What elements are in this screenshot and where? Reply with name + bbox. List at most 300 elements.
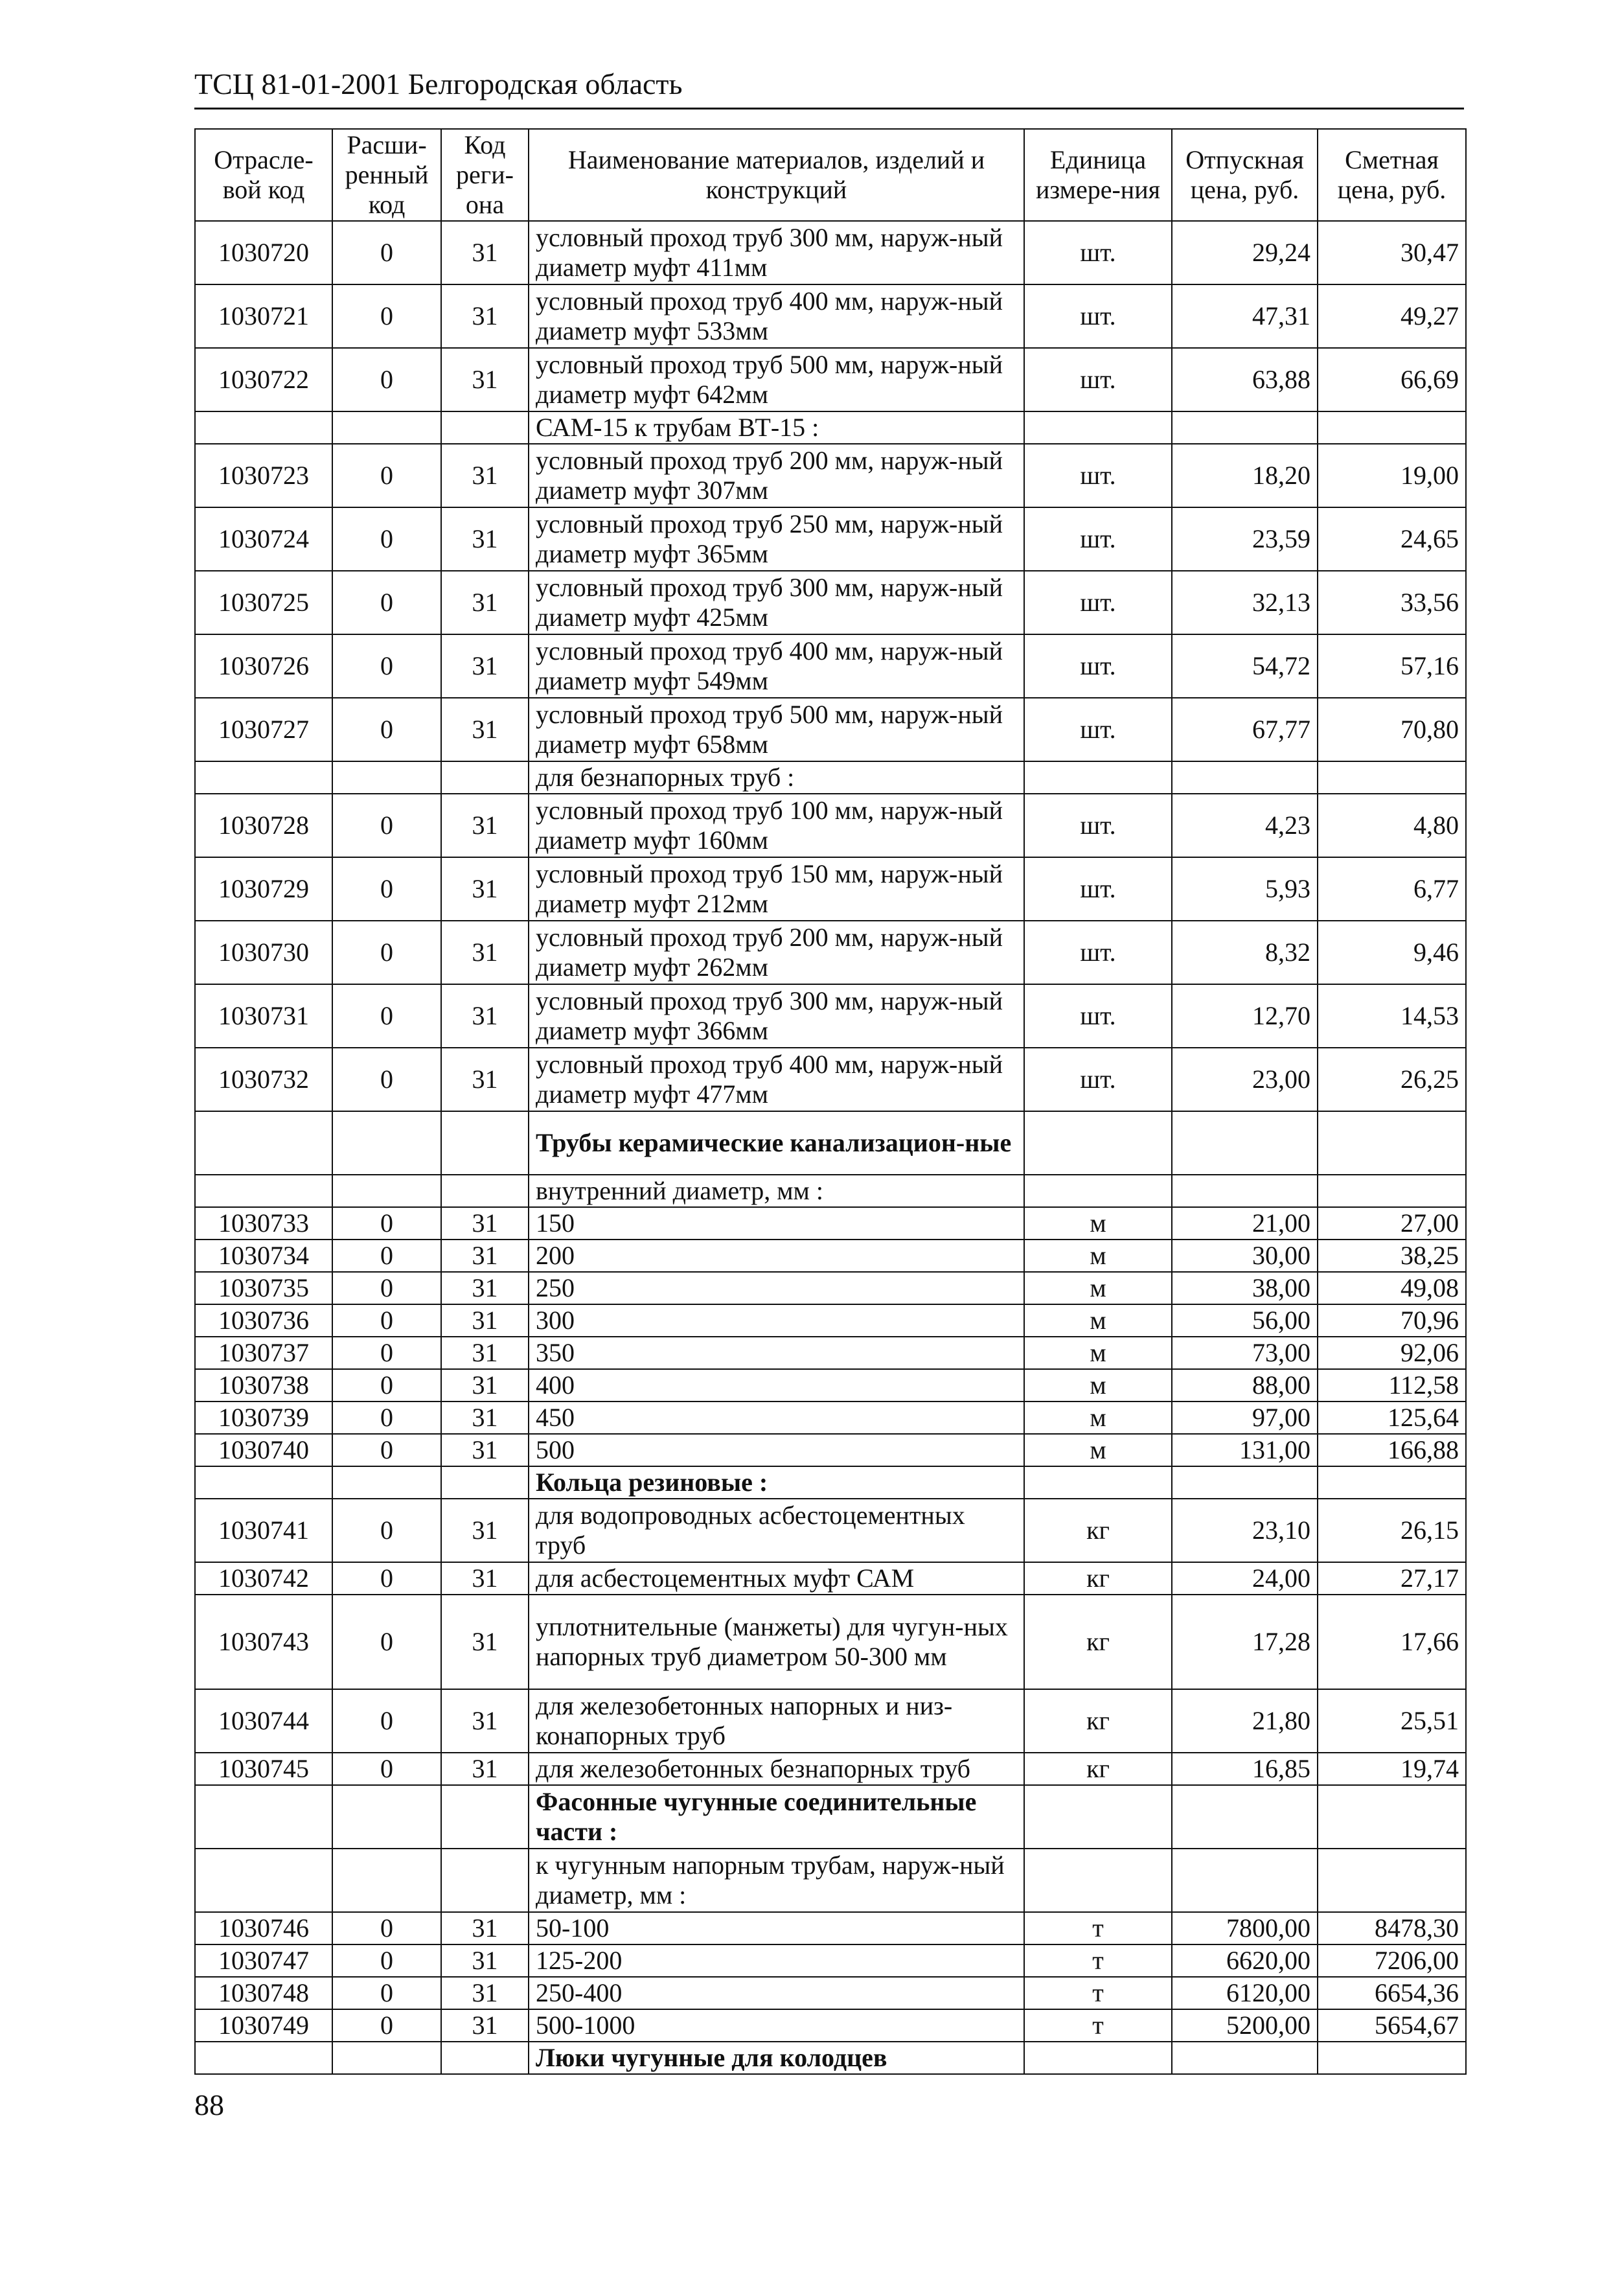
cell-unit: шт. [1024, 507, 1172, 571]
cell-unit: т [1024, 2009, 1172, 2042]
cell-estimate-price: 92,06 [1318, 1337, 1466, 1369]
table-row [195, 1753, 1466, 1785]
cell-material-name: 400 [529, 1369, 1024, 1402]
cell-region-code: 31 [441, 1207, 529, 1240]
cell-region-code [441, 1849, 529, 1912]
cell-unit [1024, 1785, 1172, 1849]
table-row [195, 1499, 1466, 1562]
cell-release-price: 17,28 [1172, 1595, 1318, 1689]
cell-release-price: 56,00 [1172, 1304, 1318, 1337]
cell-region-code: 31 [441, 507, 529, 571]
cell-unit [1024, 1849, 1172, 1912]
cell-industry-code: 1030732 [195, 1048, 332, 1111]
cell-estimate-price: 24,65 [1318, 507, 1466, 571]
col-header-industry-code: Отрасле-вой код [195, 129, 332, 221]
cell-industry-code: 1030739 [195, 1402, 332, 1434]
cell-unit: кг [1024, 1562, 1172, 1595]
cell-estimate-price: 125,64 [1318, 1402, 1466, 1434]
cell-unit: м [1024, 1402, 1172, 1434]
cell-extended-code: 0 [332, 1499, 441, 1562]
cell-release-price: 23,59 [1172, 507, 1318, 571]
cell-extended-code: 0 [332, 1048, 441, 1111]
cell-extended-code: 0 [332, 1562, 441, 1595]
cell-material-name: уплотнительные (манжеты) для чугун-ных напорных труб диаметром 50-300 мм [529, 1595, 1024, 1689]
cell-extended-code: 0 [332, 1369, 441, 1402]
cell-material-name: 500-1000 [529, 2009, 1024, 2042]
cell-industry-code: 1030740 [195, 1434, 332, 1466]
cell-unit: кг [1024, 1689, 1172, 1753]
cell-unit: шт. [1024, 1048, 1172, 1111]
cell-estimate-price: 112,58 [1318, 1369, 1466, 1402]
cell-region-code: 31 [441, 634, 529, 698]
cell-estimate-price: 14,53 [1318, 984, 1466, 1048]
cell-estimate-price: 49,27 [1318, 284, 1466, 348]
cell-material-name: 350 [529, 1337, 1024, 1369]
table-row [195, 794, 1466, 857]
cell-industry-code: 1030743 [195, 1595, 332, 1689]
cell-release-price: 18,20 [1172, 444, 1318, 507]
table-row [195, 1272, 1466, 1304]
cell-release-price: 21,00 [1172, 1207, 1318, 1240]
cell-industry-code [195, 1466, 332, 1499]
cell-extended-code: 0 [332, 1240, 441, 1272]
cell-industry-code [195, 1175, 332, 1207]
cell-material-name: условный проход труб 400 мм, наруж-ный диаметр муфт 533мм [529, 284, 1024, 348]
col-header-estimate-price: Сметная цена, руб. [1318, 129, 1466, 221]
cell-industry-code: 1030746 [195, 1912, 332, 1944]
cell-release-price: 88,00 [1172, 1369, 1318, 1402]
cell-release-price: 29,24 [1172, 221, 1318, 284]
cell-extended-code: 0 [332, 444, 441, 507]
cell-unit: т [1024, 1944, 1172, 1977]
cell-material-name: 500 [529, 1434, 1024, 1466]
cell-material-name: 125-200 [529, 1944, 1024, 1977]
cell-release-price: 24,00 [1172, 1562, 1318, 1595]
cell-release-price: 6620,00 [1172, 1944, 1318, 1977]
cell-release-price: 7800,00 [1172, 1912, 1318, 1944]
cell-extended-code: 0 [332, 1304, 441, 1337]
table-row [195, 1562, 1466, 1595]
cell-unit: м [1024, 1272, 1172, 1304]
cell-estimate-price [1318, 1785, 1466, 1849]
section-heading-row [195, 1785, 1466, 1849]
cell-extended-code [332, 1849, 441, 1912]
cell-material-name: условный проход труб 400 мм, наруж-ный диаметр муфт 549мм [529, 634, 1024, 698]
cell-industry-code [195, 761, 332, 794]
cell-extended-code [332, 1111, 441, 1175]
cell-estimate-price: 30,47 [1318, 221, 1466, 284]
cell-release-price [1172, 1466, 1318, 1499]
cell-unit [1024, 1175, 1172, 1207]
cell-material-name: для асбестоцементных муфт САМ [529, 1562, 1024, 1595]
cell-region-code: 31 [441, 921, 529, 984]
cell-estimate-price: 27,00 [1318, 1207, 1466, 1240]
table-row [195, 1048, 1466, 1111]
cell-industry-code: 1030725 [195, 571, 332, 634]
cell-region-code: 31 [441, 1337, 529, 1369]
cell-material-name: САМ-15 к трубам ВТ-15 : [529, 411, 1024, 444]
col-header-region-code: Код реги-она [441, 129, 529, 221]
cell-material-name: условный проход труб 300 мм, наруж-ный диаметр муфт 425мм [529, 571, 1024, 634]
cell-extended-code: 0 [332, 1595, 441, 1689]
cell-unit: шт. [1024, 348, 1172, 411]
cell-unit: м [1024, 1240, 1172, 1272]
cell-extended-code: 0 [332, 1402, 441, 1434]
table-row [195, 921, 1466, 984]
cell-region-code: 31 [441, 1272, 529, 1304]
cell-material-name: Фасонные чугунные соединительные части : [529, 1785, 1024, 1849]
cell-unit: м [1024, 1434, 1172, 1466]
cell-release-price [1172, 1849, 1318, 1912]
cell-estimate-price: 70,80 [1318, 698, 1466, 761]
cell-unit: кг [1024, 1753, 1172, 1785]
cell-industry-code: 1030738 [195, 1369, 332, 1402]
cell-region-code: 31 [441, 1753, 529, 1785]
cell-estimate-price: 26,15 [1318, 1499, 1466, 1562]
cell-region-code: 31 [441, 284, 529, 348]
cell-material-name: для железобетонных напорных и низ-конапорных труб [529, 1689, 1024, 1753]
cell-unit: кг [1024, 1499, 1172, 1562]
cell-unit: т [1024, 1912, 1172, 1944]
table-row [195, 1595, 1466, 1689]
cell-industry-code: 1030730 [195, 921, 332, 984]
cell-material-name: 50-100 [529, 1912, 1024, 1944]
cell-release-price [1172, 411, 1318, 444]
cell-estimate-price [1318, 1175, 1466, 1207]
cell-unit [1024, 411, 1172, 444]
cell-extended-code: 0 [332, 1977, 441, 2009]
cell-region-code: 31 [441, 2009, 529, 2042]
cell-estimate-price: 6654,36 [1318, 1977, 1466, 2009]
cell-estimate-price: 33,56 [1318, 571, 1466, 634]
cell-region-code: 31 [441, 1048, 529, 1111]
cell-material-name: внутренний диаметр, мм : [529, 1175, 1024, 1207]
cell-industry-code: 1030733 [195, 1207, 332, 1240]
cell-industry-code: 1030720 [195, 221, 332, 284]
cell-extended-code [332, 2042, 441, 2074]
cell-region-code: 31 [441, 348, 529, 411]
cell-material-name: условный проход труб 200 мм, наруж-ный диаметр муфт 262мм [529, 921, 1024, 984]
cell-estimate-price [1318, 2042, 1466, 2074]
table-row [195, 1304, 1466, 1337]
cell-release-price [1172, 761, 1318, 794]
cell-estimate-price: 25,51 [1318, 1689, 1466, 1753]
cell-estimate-price: 19,00 [1318, 444, 1466, 507]
cell-region-code [441, 1466, 529, 1499]
cell-estimate-price: 7206,00 [1318, 1944, 1466, 1977]
cell-material-name: условный проход труб 100 мм, наруж-ный диаметр муфт 160мм [529, 794, 1024, 857]
cell-estimate-price: 27,17 [1318, 1562, 1466, 1595]
cell-extended-code: 0 [332, 1944, 441, 1977]
cell-industry-code: 1030744 [195, 1689, 332, 1753]
cell-estimate-price: 66,69 [1318, 348, 1466, 411]
cell-material-name: для водопроводных асбестоцементных труб [529, 1499, 1024, 1562]
cell-extended-code [332, 411, 441, 444]
cell-unit: шт. [1024, 634, 1172, 698]
cell-unit: шт. [1024, 221, 1172, 284]
cell-material-name: 150 [529, 1207, 1024, 1240]
cell-unit: шт. [1024, 571, 1172, 634]
cell-material-name: для безнапорных труб : [529, 761, 1024, 794]
cell-estimate-price [1318, 411, 1466, 444]
table-row [195, 984, 1466, 1048]
cell-release-price: 23,10 [1172, 1499, 1318, 1562]
cell-region-code: 31 [441, 1977, 529, 2009]
cell-region-code [441, 761, 529, 794]
cell-material-name: условный проход труб 300 мм, наруж-ный диаметр муфт 411мм [529, 221, 1024, 284]
cell-unit: шт. [1024, 921, 1172, 984]
cell-estimate-price: 166,88 [1318, 1434, 1466, 1466]
cell-material-name: 300 [529, 1304, 1024, 1337]
cell-extended-code: 0 [332, 2009, 441, 2042]
cell-industry-code: 1030737 [195, 1337, 332, 1369]
table-row [195, 857, 1466, 921]
cell-region-code: 31 [441, 984, 529, 1048]
cell-release-price: 54,72 [1172, 634, 1318, 698]
col-header-extended-code: Расши-ренный код [332, 129, 441, 221]
cell-material-name: условный проход труб 200 мм, наруж-ный диаметр муфт 307мм [529, 444, 1024, 507]
cell-industry-code: 1030734 [195, 1240, 332, 1272]
cell-region-code: 31 [441, 221, 529, 284]
section-heading-row [195, 1466, 1466, 1499]
cell-industry-code: 1030722 [195, 348, 332, 411]
section-heading-row [195, 1849, 1466, 1912]
cell-estimate-price: 26,25 [1318, 1048, 1466, 1111]
cell-region-code: 31 [441, 1434, 529, 1466]
cell-region-code: 31 [441, 794, 529, 857]
cell-region-code [441, 1175, 529, 1207]
table-row [195, 1912, 1466, 1944]
cell-extended-code: 0 [332, 571, 441, 634]
cell-industry-code: 1030728 [195, 794, 332, 857]
table-row [195, 1369, 1466, 1402]
cell-region-code [441, 1111, 529, 1175]
cell-industry-code: 1030721 [195, 284, 332, 348]
section-heading-row [195, 1111, 1466, 1175]
table-row [195, 221, 1466, 284]
cell-material-name: для железобетонных безнапорных труб [529, 1753, 1024, 1785]
cell-material-name: к чугунным напорным трубам, наруж-ный диаметр, мм : [529, 1849, 1024, 1912]
cell-extended-code: 0 [332, 698, 441, 761]
cell-extended-code: 0 [332, 284, 441, 348]
col-header-material-name: Наименование материалов, изделий и конструкций [529, 129, 1024, 221]
table-row [195, 444, 1466, 507]
col-header-release-price: Отпускная цена, руб. [1172, 129, 1318, 221]
cell-region-code: 31 [441, 571, 529, 634]
table-row [195, 698, 1466, 761]
cell-extended-code: 0 [332, 794, 441, 857]
cell-region-code: 31 [441, 857, 529, 921]
cell-region-code: 31 [441, 1689, 529, 1753]
cell-release-price [1172, 1111, 1318, 1175]
col-header-unit: Единица измере-ния [1024, 129, 1172, 221]
cell-estimate-price: 70,96 [1318, 1304, 1466, 1337]
cell-material-name: условный проход труб 250 мм, наруж-ный диаметр муфт 365мм [529, 507, 1024, 571]
cell-unit: шт. [1024, 794, 1172, 857]
table-row [195, 1689, 1466, 1753]
table-row [195, 1240, 1466, 1272]
table-row [195, 348, 1466, 411]
cell-release-price: 97,00 [1172, 1402, 1318, 1434]
cell-estimate-price [1318, 1111, 1466, 1175]
cell-release-price: 5,93 [1172, 857, 1318, 921]
cell-industry-code [195, 1849, 332, 1912]
cell-region-code: 31 [441, 698, 529, 761]
cell-industry-code [195, 1785, 332, 1849]
cell-unit: кг [1024, 1595, 1172, 1689]
cell-region-code: 31 [441, 1595, 529, 1689]
cell-extended-code: 0 [332, 1689, 441, 1753]
cell-extended-code: 0 [332, 1434, 441, 1466]
table-row [195, 2009, 1466, 2042]
cell-material-name: условный проход труб 500 мм, наруж-ный диаметр муфт 642мм [529, 348, 1024, 411]
cell-industry-code: 1030748 [195, 1977, 332, 2009]
cell-material-name: 250-400 [529, 1977, 1024, 2009]
cell-unit [1024, 761, 1172, 794]
cell-unit: м [1024, 1304, 1172, 1337]
cell-release-price: 30,00 [1172, 1240, 1318, 1272]
cell-unit: шт. [1024, 984, 1172, 1048]
cell-extended-code: 0 [332, 507, 441, 571]
cell-release-price: 38,00 [1172, 1272, 1318, 1304]
cell-material-name: условный проход труб 150 мм, наруж-ный диаметр муфт 212мм [529, 857, 1024, 921]
cell-extended-code: 0 [332, 921, 441, 984]
cell-extended-code: 0 [332, 1207, 441, 1240]
cell-region-code: 31 [441, 1240, 529, 1272]
cell-extended-code: 0 [332, 1272, 441, 1304]
cell-region-code: 31 [441, 1944, 529, 1977]
section-heading-row [195, 2042, 1466, 2074]
cell-unit: шт. [1024, 444, 1172, 507]
cell-estimate-price [1318, 761, 1466, 794]
cell-estimate-price: 49,08 [1318, 1272, 1466, 1304]
cell-release-price: 63,88 [1172, 348, 1318, 411]
table-row [195, 1434, 1466, 1466]
table-row [195, 634, 1466, 698]
cell-extended-code: 0 [332, 1337, 441, 1369]
cell-extended-code: 0 [332, 857, 441, 921]
cell-industry-code: 1030731 [195, 984, 332, 1048]
cell-industry-code: 1030735 [195, 1272, 332, 1304]
cell-unit: м [1024, 1369, 1172, 1402]
cell-region-code: 31 [441, 1402, 529, 1434]
cell-material-name: 200 [529, 1240, 1024, 1272]
cell-industry-code: 1030727 [195, 698, 332, 761]
cell-material-name: 250 [529, 1272, 1024, 1304]
cell-release-price: 4,23 [1172, 794, 1318, 857]
cell-industry-code [195, 1111, 332, 1175]
cell-estimate-price [1318, 1849, 1466, 1912]
cell-estimate-price: 19,74 [1318, 1753, 1466, 1785]
cell-unit: м [1024, 1207, 1172, 1240]
cell-release-price: 23,00 [1172, 1048, 1318, 1111]
cell-release-price: 131,00 [1172, 1434, 1318, 1466]
cell-material-name: условный проход труб 500 мм, наруж-ный диаметр муфт 658мм [529, 698, 1024, 761]
cell-release-price [1172, 1175, 1318, 1207]
cell-extended-code: 0 [332, 348, 441, 411]
cell-extended-code: 0 [332, 1753, 441, 1785]
cell-release-price: 5200,00 [1172, 2009, 1318, 2042]
table-header-row [195, 129, 1466, 221]
cell-unit [1024, 1466, 1172, 1499]
cell-release-price: 16,85 [1172, 1753, 1318, 1785]
cell-extended-code: 0 [332, 634, 441, 698]
cell-extended-code [332, 1175, 441, 1207]
price-table [194, 128, 1467, 2075]
cell-industry-code: 1030749 [195, 2009, 332, 2042]
cell-region-code [441, 411, 529, 444]
page-number: 88 [194, 2088, 224, 2121]
cell-industry-code: 1030742 [195, 1562, 332, 1595]
cell-unit [1024, 2042, 1172, 2074]
cell-release-price: 47,31 [1172, 284, 1318, 348]
table-body [195, 221, 1466, 2074]
cell-industry-code: 1030723 [195, 444, 332, 507]
section-heading-row [195, 411, 1466, 444]
cell-estimate-price: 38,25 [1318, 1240, 1466, 1272]
table-row [195, 1207, 1466, 1240]
cell-estimate-price: 8478,30 [1318, 1912, 1466, 1944]
cell-release-price: 67,77 [1172, 698, 1318, 761]
cell-industry-code [195, 2042, 332, 2074]
cell-industry-code: 1030736 [195, 1304, 332, 1337]
cell-region-code: 31 [441, 1499, 529, 1562]
cell-region-code: 31 [441, 1304, 529, 1337]
cell-estimate-price: 6,77 [1318, 857, 1466, 921]
cell-region-code: 31 [441, 1912, 529, 1944]
cell-material-name: 450 [529, 1402, 1024, 1434]
cell-unit: шт. [1024, 698, 1172, 761]
cell-region-code: 31 [441, 1562, 529, 1595]
cell-industry-code: 1030741 [195, 1499, 332, 1562]
cell-industry-code: 1030724 [195, 507, 332, 571]
cell-release-price: 21,80 [1172, 1689, 1318, 1753]
cell-release-price: 6120,00 [1172, 1977, 1318, 2009]
table-row [195, 1337, 1466, 1369]
cell-extended-code [332, 1466, 441, 1499]
cell-region-code [441, 1785, 529, 1849]
cell-estimate-price: 17,66 [1318, 1595, 1466, 1689]
cell-release-price: 73,00 [1172, 1337, 1318, 1369]
cell-industry-code: 1030729 [195, 857, 332, 921]
section-heading-row [195, 761, 1466, 794]
cell-region-code: 31 [441, 444, 529, 507]
table-row [195, 507, 1466, 571]
cell-estimate-price [1318, 1466, 1466, 1499]
section-heading-row [195, 1175, 1466, 1207]
cell-unit: шт. [1024, 284, 1172, 348]
cell-extended-code: 0 [332, 221, 441, 284]
cell-industry-code: 1030747 [195, 1944, 332, 1977]
cell-release-price [1172, 1785, 1318, 1849]
cell-material-name: Кольца резиновые : [529, 1466, 1024, 1499]
cell-material-name: Трубы керамические канализацион-ные [529, 1111, 1024, 1175]
cell-material-name: Люки чугунные для колодцев [529, 2042, 1024, 2074]
cell-estimate-price: 5654,67 [1318, 2009, 1466, 2042]
cell-release-price: 8,32 [1172, 921, 1318, 984]
cell-extended-code [332, 761, 441, 794]
cell-unit [1024, 1111, 1172, 1175]
cell-industry-code: 1030745 [195, 1753, 332, 1785]
cell-estimate-price: 57,16 [1318, 634, 1466, 698]
cell-unit: м [1024, 1337, 1172, 1369]
document-title: ТСЦ 81-01-2001 Белгородская область [194, 67, 683, 100]
cell-extended-code [332, 1785, 441, 1849]
cell-extended-code: 0 [332, 984, 441, 1048]
table-row [195, 1402, 1466, 1434]
page-header [194, 65, 1464, 110]
table-row [195, 1977, 1466, 2009]
